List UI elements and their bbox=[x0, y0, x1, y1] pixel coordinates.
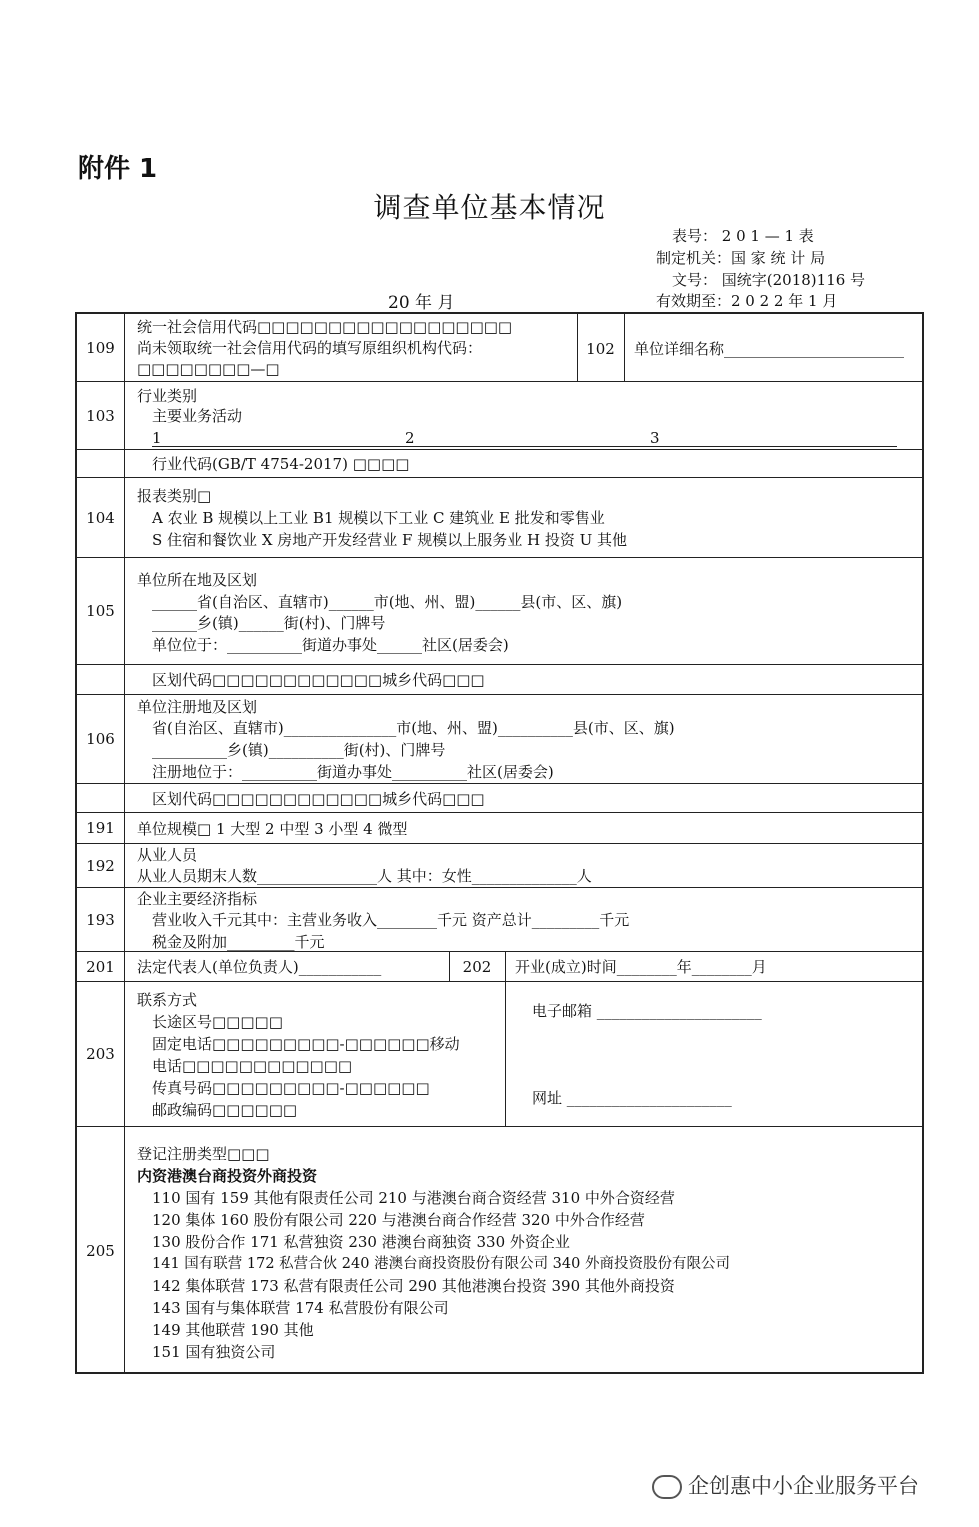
watermark-text: 企创惠中小企业服务平台 bbox=[688, 1474, 919, 1498]
report-period: 20 年 月 bbox=[388, 293, 455, 313]
location-label: 单位所在地及区划 bbox=[137, 571, 258, 589]
contact-label: 联系方式 bbox=[137, 991, 198, 1009]
unit-size-field[interactable]: 单位规模□ 1 大型 2 中型 3 小型 4 微型 bbox=[137, 820, 408, 838]
registration-type-row: 142 集体联营 173 私营有限责任公司 290 其他港澳台投资 390 其他外商投资 bbox=[152, 1277, 675, 1295]
report-category-options-2: S 住宿和餐饮业 X 房地产开发经营业 F 规模以上服务业 H 投资 U 其他 bbox=[152, 531, 628, 549]
row-code: 104 bbox=[77, 478, 125, 557]
row-109 bbox=[77, 314, 922, 382]
row-201 bbox=[77, 952, 922, 982]
registration-street-field[interactable]: 注册地位于：__________街道办事处__________社区(居委会) bbox=[152, 763, 554, 781]
registration-type-row: 151 国有独资公司 bbox=[152, 1343, 276, 1361]
tax-field[interactable]: 税金及附加_________千元 bbox=[152, 933, 325, 951]
watermark bbox=[652, 1470, 919, 1500]
area-code-field[interactable]: 长途区号□□□□□ bbox=[152, 1013, 283, 1031]
credit-code-field[interactable]: 统一社会信用代码□□□□□□□□□□□□□□□□□□ bbox=[137, 318, 513, 336]
report-category-field[interactable]: 报表类别□ bbox=[137, 487, 212, 505]
row-106-codes bbox=[77, 784, 922, 813]
unit-name-field[interactable]: 单位详细名称________________________ bbox=[634, 340, 905, 358]
row-106 bbox=[77, 695, 922, 784]
postal-code-field[interactable]: 邮政编码□□□□□□ bbox=[152, 1101, 298, 1119]
registration-type-row: 149 其他联营 190 其他 bbox=[152, 1321, 314, 1339]
location-street-field[interactable]: 单位位于：__________街道办事处______社区(居委会) bbox=[152, 636, 509, 654]
fax-field[interactable]: 传真号码□□□□□□□□□-□□□□□□ bbox=[152, 1079, 430, 1097]
activity-2: 2 bbox=[405, 429, 415, 447]
row-code: 201 bbox=[77, 952, 125, 981]
registration-town-field[interactable]: __________乡(镇)__________街(村)、门牌号 bbox=[152, 741, 446, 759]
registration-type-row: 110 国有 159 其他有限责任公司 210 与港澳台商合资经营 310 中外合资经营 bbox=[152, 1189, 675, 1207]
industry-label: 行业类别 bbox=[137, 387, 198, 405]
row-105 bbox=[77, 558, 922, 665]
activity-3: 3 bbox=[650, 429, 660, 447]
activity-1: 1 bbox=[152, 429, 162, 447]
registration-type-row: 143 国有与集体联营 174 私营股份有限公司 bbox=[152, 1299, 449, 1317]
location-town-field[interactable]: ______乡(镇)______街(村)、门牌号 bbox=[152, 614, 386, 632]
row-code: 105 bbox=[77, 558, 125, 664]
report-category-options-1: A 农业 B 规模以上工业 B1 规模以下工业 C 建筑业 E 批发和零售业 bbox=[152, 509, 605, 527]
industry-code-field[interactable]: 行业代码(GB/T 4754-2017) □□□□ bbox=[152, 455, 410, 473]
org-code-label: 尚未领取统一社会信用代码的填写原组织机构代码： bbox=[137, 339, 483, 357]
economic-indicators-label: 企业主要经济指标 bbox=[137, 890, 258, 908]
chat-bubble-icon bbox=[652, 1475, 682, 1499]
registration-type-field[interactable]: 登记注册类型□□□ bbox=[137, 1145, 270, 1163]
registration-division-code-field[interactable]: 区划代码□□□□□□□□□□□□城乡代码□□□ bbox=[152, 790, 485, 808]
location-province-field[interactable]: ______省(自治区、直辖市)______市(地、州、盟)______县(市、区、旗) bbox=[152, 593, 623, 611]
attachment-label: 附件 1 bbox=[78, 154, 158, 184]
employees-label: 从业人员 bbox=[137, 846, 198, 864]
row-103-code bbox=[77, 450, 922, 478]
revenue-field[interactable]: 营业收入千元其中：主营业务收入________千元 资产总计_________千元 bbox=[152, 911, 630, 929]
meta-issuing-authority: 制定机关：国 家 统 计 局 bbox=[656, 249, 826, 267]
page-title: 调查单位基本情况 bbox=[373, 191, 606, 224]
registration-type-row: 120 集体 160 股份有限公司 220 与港澳台商合作经营 320 中外合作经营 bbox=[152, 1211, 645, 1229]
row-code: 191 bbox=[77, 813, 125, 843]
registration-type-row: 130 股份合作 171 私营独资 230 港澳台商独资 330 外资企业 bbox=[152, 1233, 570, 1251]
row-205 bbox=[77, 1127, 922, 1374]
row-104 bbox=[77, 478, 922, 558]
mobile-field[interactable]: 电话□□□□□□□□□□□□ bbox=[152, 1057, 353, 1075]
org-code-field[interactable]: □□□□□□□□—□ bbox=[137, 360, 280, 378]
meta-document-number: 文号： 国统字(2018)116 号 bbox=[672, 271, 866, 289]
legal-representative-field[interactable]: 法定代表人(单位负责人)___________ bbox=[137, 958, 382, 976]
row-105-codes bbox=[77, 665, 922, 695]
founding-date-field[interactable]: 开业(成立)时间________年________月 bbox=[515, 958, 767, 976]
main-activity-field[interactable] bbox=[152, 428, 897, 447]
row-code: 205 bbox=[77, 1127, 125, 1374]
row-193 bbox=[77, 888, 922, 952]
website-field[interactable]: 网址 ______________________ bbox=[532, 1089, 732, 1107]
registration-type-heading: 内资港澳台商投资外商投资 bbox=[137, 1167, 318, 1185]
survey-form-table bbox=[75, 312, 924, 1374]
location-division-code-field[interactable]: 区划代码□□□□□□□□□□□□城乡代码□□□ bbox=[152, 671, 485, 689]
email-field[interactable]: 电子邮箱 ______________________ bbox=[532, 1002, 762, 1020]
row-code: 103 bbox=[77, 382, 125, 449]
landline-field[interactable]: 固定电话□□□□□□□□□-□□□□□□移动 bbox=[152, 1035, 460, 1053]
row-code: 193 bbox=[77, 888, 125, 951]
row-192 bbox=[77, 844, 922, 888]
row-code: 106 bbox=[77, 695, 125, 783]
row-code: 192 bbox=[77, 844, 125, 887]
employees-field[interactable]: 从业人员期末人数________________人 其中：女性______________人 bbox=[137, 867, 592, 885]
registration-province-field[interactable]: 省(自治区、直辖市)_______________市(地、州、盟)__________县(市、区、旗) bbox=[152, 719, 675, 737]
main-activity-label: 主要业务活动 bbox=[152, 407, 243, 425]
row-code: 109 bbox=[77, 314, 125, 381]
row-203 bbox=[77, 982, 922, 1127]
row-191 bbox=[77, 813, 922, 844]
row-code: 202 bbox=[462, 958, 492, 976]
meta-valid-until: 有效期至：2 0 2 2 年 1 月 bbox=[656, 292, 838, 310]
registration-type-row: 141 国有联营 172 私营合伙 240 港澳台商投资股份有限公司 340 外商投资股份有限公司 bbox=[152, 1256, 730, 1272]
row-103 bbox=[77, 382, 922, 450]
row-code: 203 bbox=[77, 982, 125, 1126]
row-code: 102 bbox=[586, 340, 615, 358]
registration-label: 单位注册地及区划 bbox=[137, 698, 258, 716]
meta-form-number: 表号： 2 0 1 — 1 表 bbox=[672, 227, 814, 245]
